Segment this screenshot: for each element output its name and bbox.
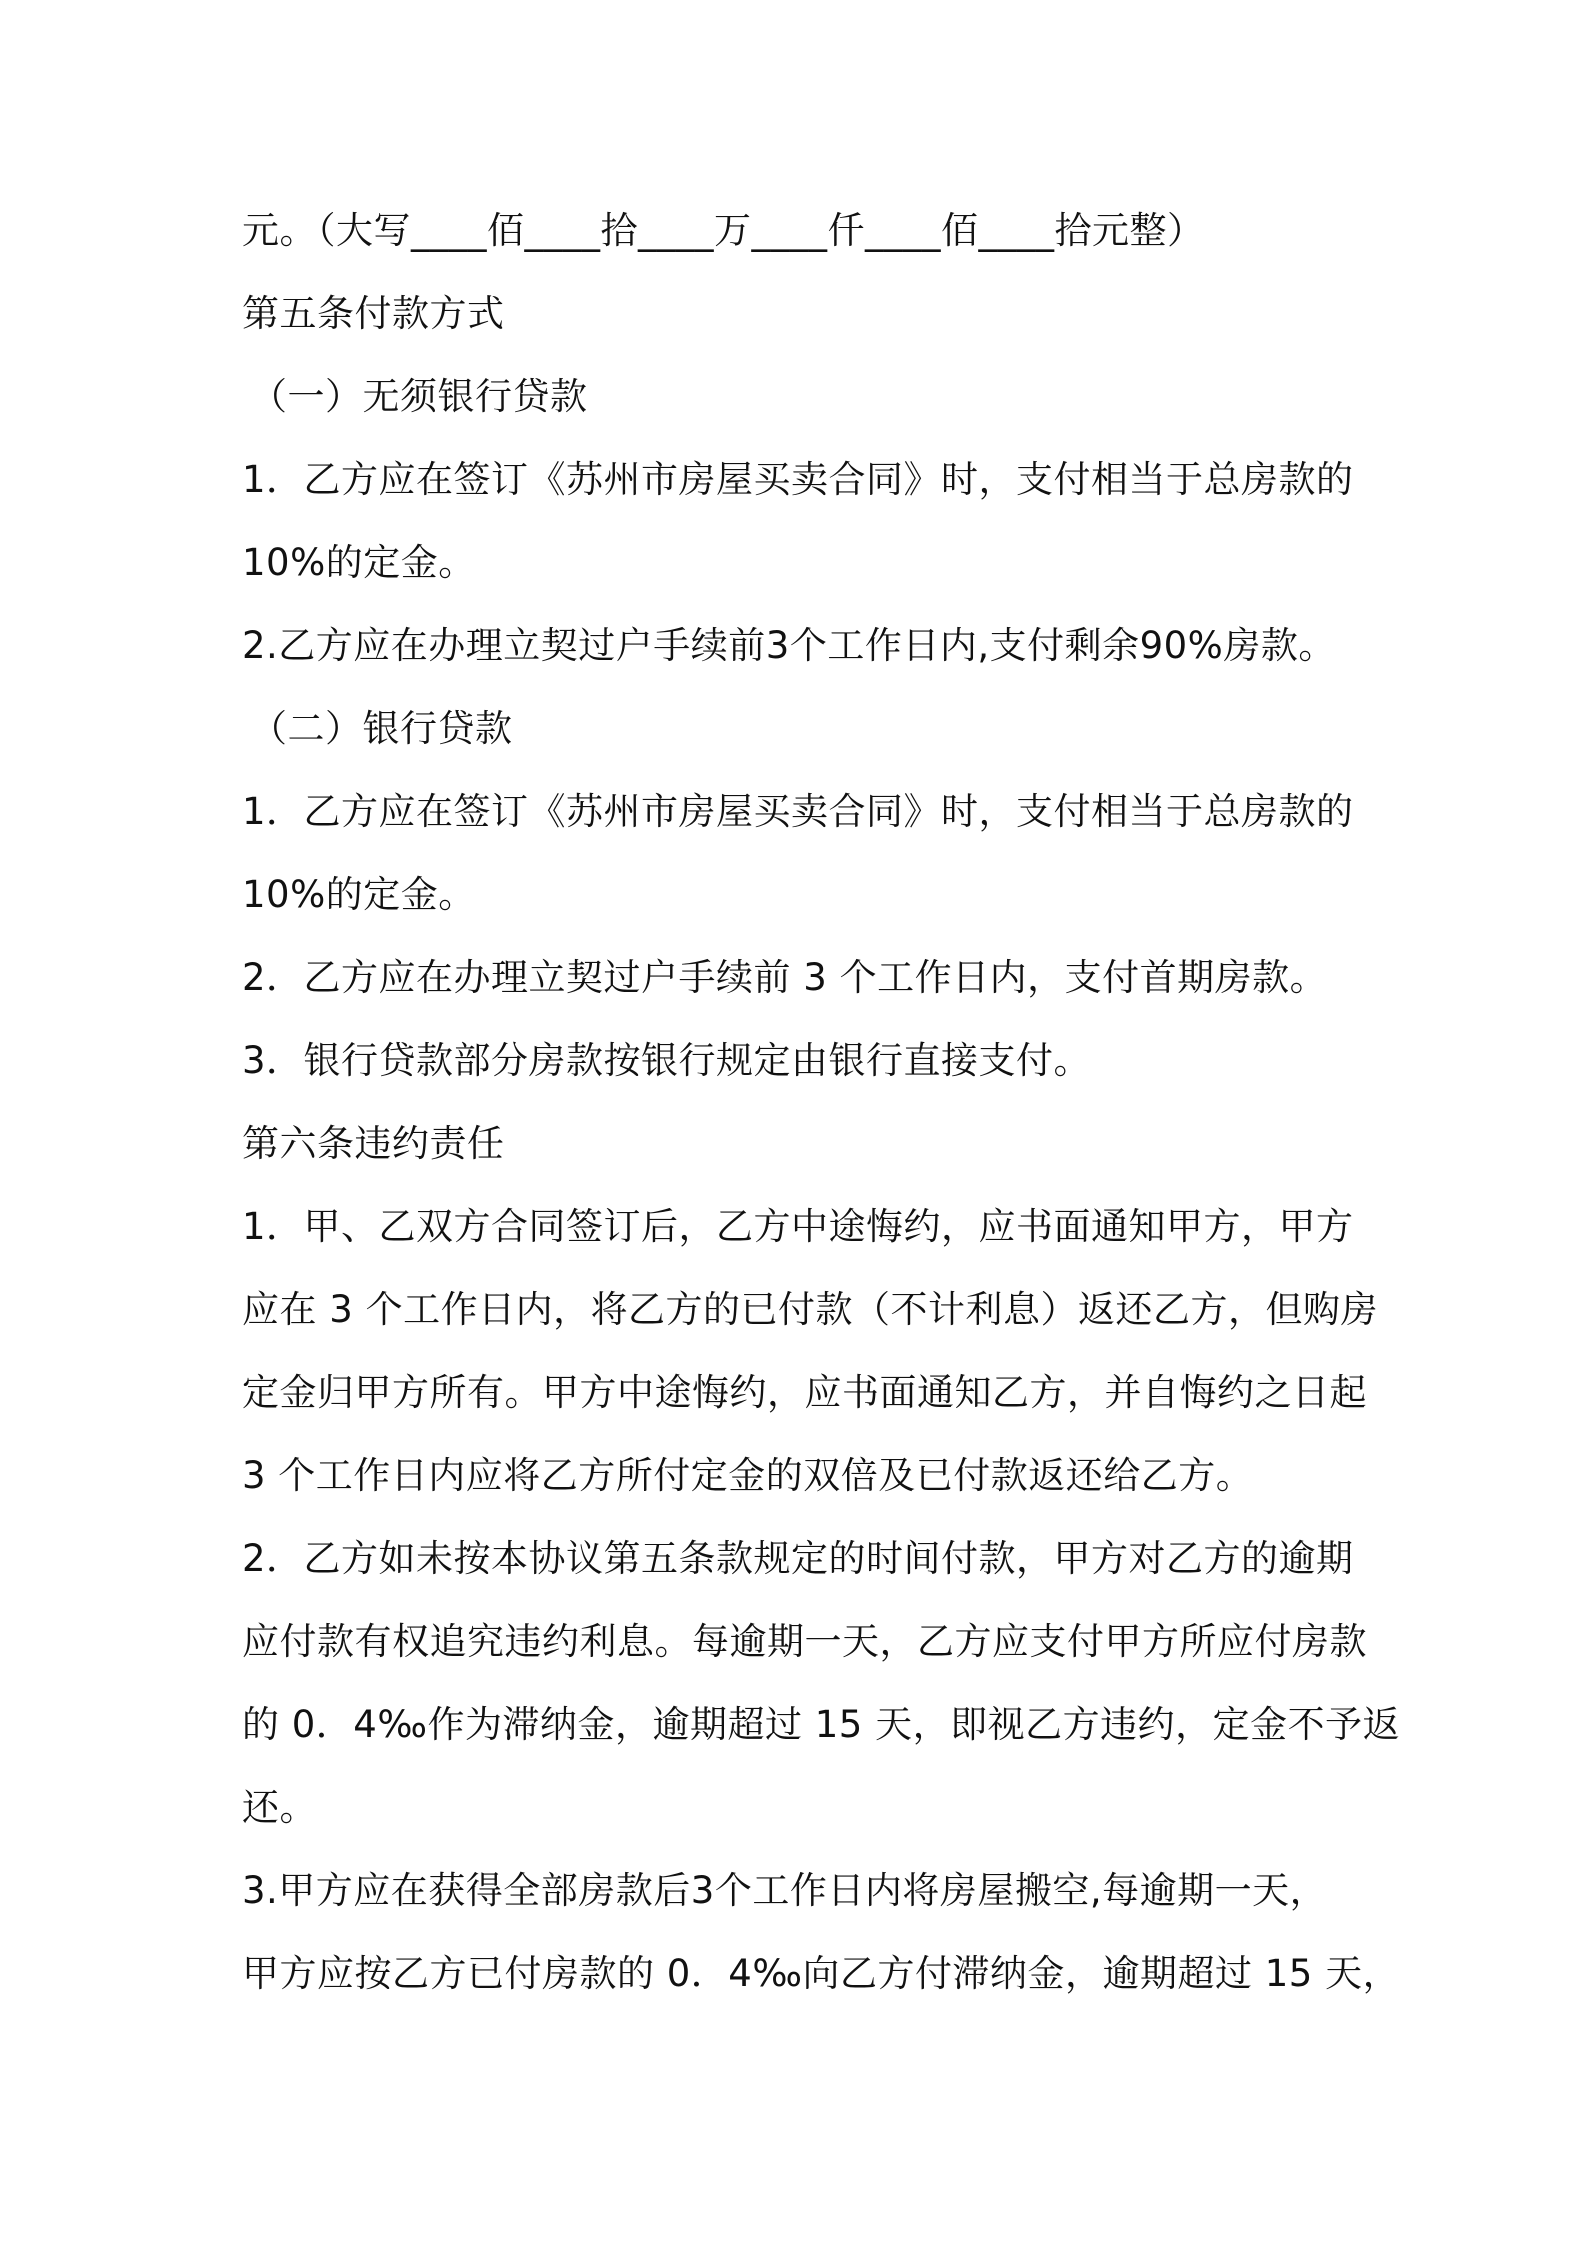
section-heading: 第六条违约责任 [242, 1122, 505, 1165]
text-line: 2．乙方应在办理立契过户手续前 3 个工作日内，支付首期房款。 [242, 956, 1328, 999]
text-line: 元。（大写____佰____拾____万____仟____佰____拾元整） [242, 209, 1205, 252]
text-line: 1．乙方应在签订《苏州市房屋买卖合同》时，支付相当于总房款的 [242, 790, 1354, 833]
text-line: 1．乙方应在签订《苏州市房屋买卖合同》时，支付相当于总房款的 [242, 458, 1354, 501]
section-heading: 第五条付款方式 [242, 292, 505, 335]
text-line: 甲方应按乙方已付房款的 0．4‰向乙方付滞纳金，逾期超过 15 天， [242, 1952, 1401, 1995]
subsection-heading: （二）银行贷款 [250, 707, 513, 750]
text-line: 10%的定金。 [242, 541, 476, 584]
text-line: 1．甲、乙双方合同签订后，乙方中途悔约，应书面通知甲方，甲方 [242, 1205, 1354, 1248]
text-line: 3 个工作日内应将乙方所付定金的双倍及已付款返还给乙方。 [242, 1454, 1254, 1497]
text-line: 2.乙方应在办理立契过户手续前3个工作日内,支付剩余90%房款。 [242, 624, 1336, 667]
text-line: 应付款有权追究违约利息。每逾期一天，乙方应支付甲方所应付房款 [242, 1620, 1367, 1663]
text-line: 2．乙方如未按本协议第五条款规定的时间付款，甲方对乙方的逾期 [242, 1537, 1354, 1580]
text-line: 的 0．4‰作为滞纳金，逾期超过 15 天，即视乙方违约，定金不予返 [242, 1703, 1401, 1746]
text-line: 还。 [242, 1786, 317, 1829]
text-line: 定金归甲方所有。甲方中途悔约，应书面通知乙方，并自悔约之日起 [242, 1371, 1367, 1414]
subsection-heading: （一）无须银行贷款 [250, 375, 588, 418]
text-line: 3．银行贷款部分房款按银行规定由银行直接支付。 [242, 1039, 1092, 1082]
text-line: 应在 3 个工作日内，将乙方的已付款（不计利息）返还乙方，但购房 [242, 1288, 1379, 1331]
text-line: 3.甲方应在获得全部房款后3个工作日内将房屋搬空,每逾期一天， [242, 1869, 1328, 1912]
text-line: 10%的定金。 [242, 873, 476, 916]
